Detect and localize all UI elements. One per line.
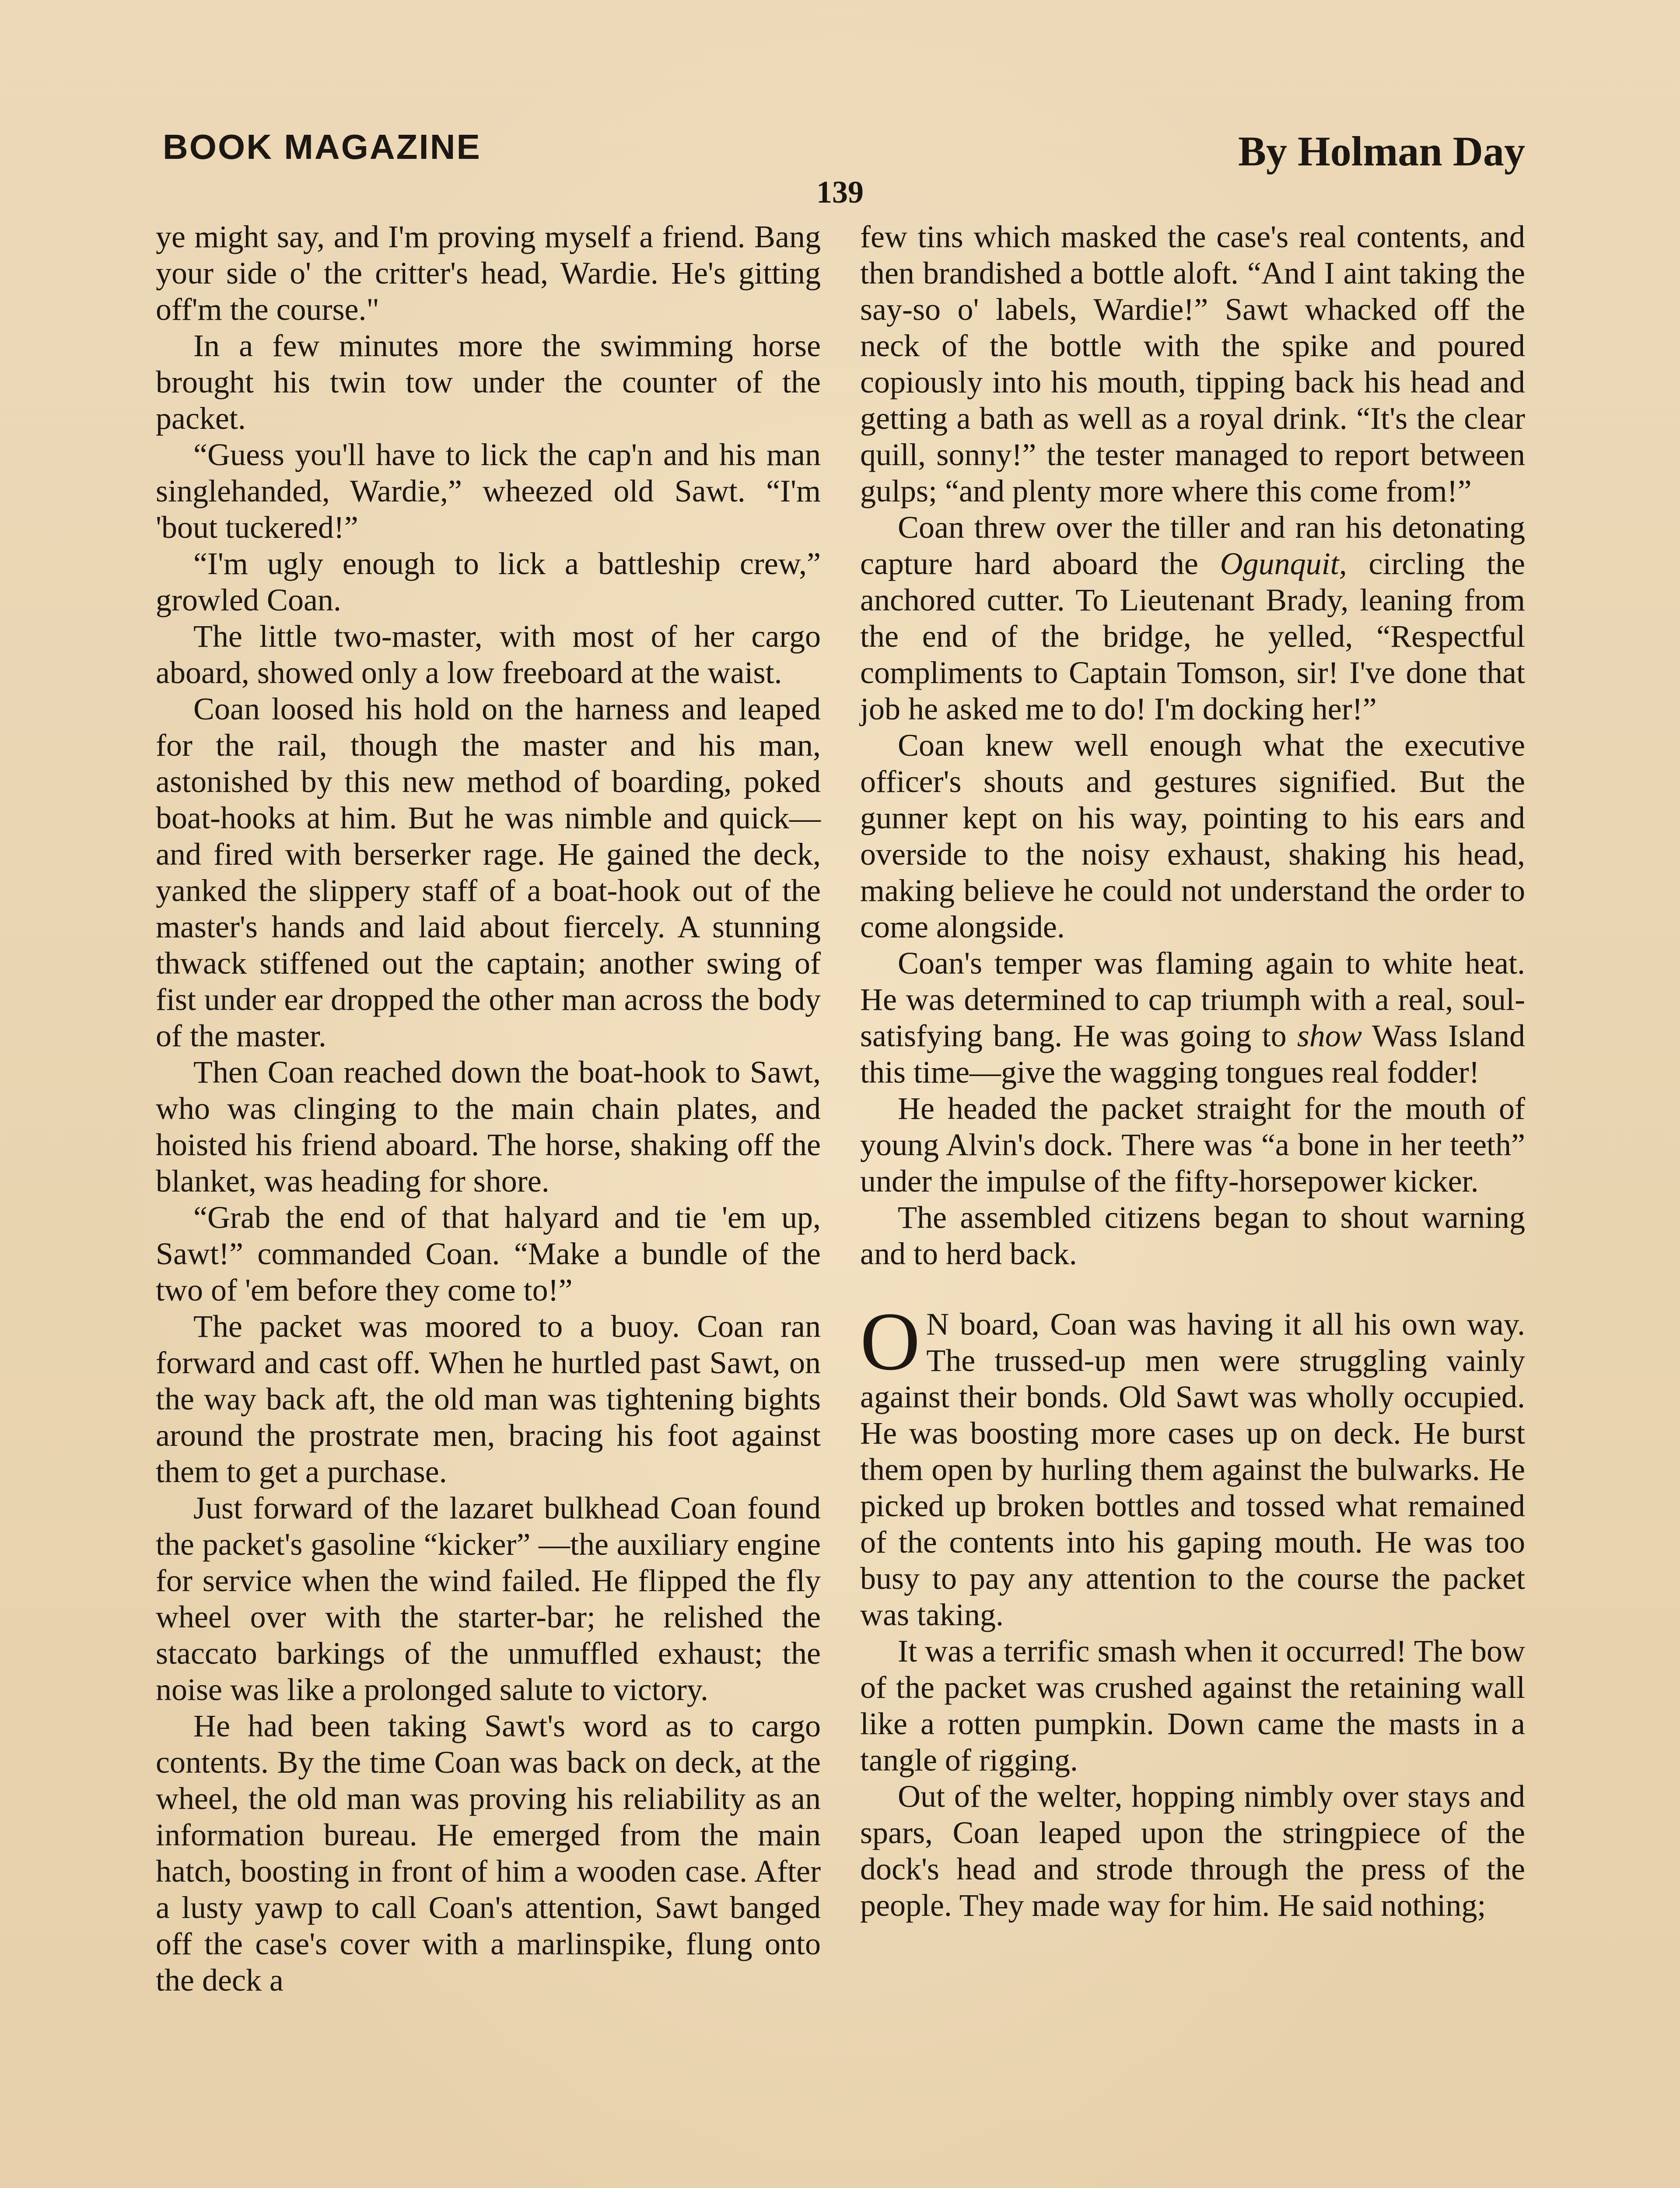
paragraph: Out of the welter, hopping nimbly over stays and spars, Coan leaped upon the stringpiece of the dock's head and strode through the press of the people. They made way for him. He said nothing; bbox=[860, 1779, 1525, 1923]
paragraph: few tins which masked the case's real contents, and then brandished a bottle aloft. “And I aint taking the say-so o' labels, Wardie!” Sawt whacked off the neck of the bottle with the spike and poured copiously into his mouth, tipping back his head and getting a bath as well as a royal drink. “It's the clear quill, sonny!” the tester managed to report between gulps; “and plenty more where this come from!” bbox=[860, 219, 1525, 508]
paragraph: “I'm ugly enough to lick a battleship crew,” growled Coan. bbox=[156, 546, 821, 617]
author-byline: By Holman Day bbox=[1238, 128, 1525, 175]
ship-name: Ogunquit, bbox=[1220, 546, 1347, 581]
paragraph: He headed the packet straight for the mouth of young Alvin's dock. There was “a bone in her teeth” under the impulse of the fifty-horsepower kicker. bbox=[860, 1091, 1525, 1199]
paragraph: In a few minutes more the swimming horse brought his twin tow under the counter of the packet. bbox=[156, 328, 821, 436]
paragraph: He had been taking Sawt's word as to cargo contents. By the time Coan was back on deck, at the wheel, the old man was proving his reliability as an information bureau. He emerged from the main hatch, boosting in front of him a wooden case. After a lusty yawp to call Coan's attention, Sawt banged off the case's cover with a marlinspike, flung onto the deck a bbox=[156, 1708, 821, 1998]
paragraph-text: board, Coan was having it all his own way. The trussed-up men were struggling vainly against their bonds. Old Sawt was wholly occupied. He was boosting more cases up on deck. He burst them open by hurling them against the bulwarks. He picked up broken bottles and tossed what remained of the contents into his gaping mouth. He was too busy to pay any attention to the course the packet was taking. bbox=[860, 1307, 1525, 1632]
paragraph: The packet was moored to a buoy. Coan ran forward and cast off. When he hurtled past Sawt, on the way back aft, the old man was tightening bights around the prostrate men, bracing his foot against them to get a purchase. bbox=[156, 1309, 821, 1489]
left-column bbox=[156, 219, 821, 2188]
paragraph: “Guess you'll have to lick the cap'n and his man singlehanded, Wardie,” wheezed old Sawt. “I'm 'bout tuckered!” bbox=[156, 437, 821, 545]
page-number: 139 bbox=[816, 175, 864, 210]
paragraph: The little two-master, with most of her cargo aboard, showed only a low freeboard at the waist. bbox=[156, 619, 821, 690]
paragraph-text: Wass Island this time—give the wagging tongues real fodder! bbox=[860, 1018, 1526, 1090]
paragraph: ye might say, and I'm proving myself a friend. Bang your side o' the critter's head, Wardie. He's gitting off'm the course." bbox=[156, 219, 821, 327]
paragraph: Coan knew well enough what the executive officer's shouts and gestures signified. But the gunner kept on his way, pointing to his ears and overside to the noisy exhaust, shaking his head, making believe he could not understand the order to come alongside. bbox=[860, 728, 1525, 944]
emphasis: show bbox=[1297, 1018, 1362, 1053]
paragraph bbox=[860, 945, 1525, 1090]
text-columns bbox=[156, 219, 1525, 2188]
paragraph: The assembled citizens began to shout warning and to herd back. bbox=[860, 1200, 1525, 1271]
paragraph-text: Coan's temper was flaming again to white heat. He was determined to cap triumph with a real, soul-satisfying bang. He was going to bbox=[860, 946, 1525, 1053]
paragraph: Coan loosed his hold on the harness and leaped for the rail, though the master and his man, astonished by this new method of boarding, poked boat-hooks at him. But he was nimble and quick—and fired with berserker rage. He gained the deck, yanked the slippery staff of a boat-hook out of the master's hands and laid about fiercely. A stunning thwack stiffened out the captain; another swing of fist under ear dropped the other man across the body of the master. bbox=[156, 691, 821, 1053]
paragraph-text: Coan threw over the tiller and ran his detonating capture hard aboard the bbox=[860, 510, 1525, 581]
right-column bbox=[860, 219, 1525, 2188]
paragraph: Just forward of the lazaret bulkhead Coan found the packet's gasoline “kicker” —the auxiliary engine for service when the wind failed. He flipped the fly wheel over with the starter-bar; he relished the staccato barkings of the unmuffled exhaust; the noise was like a prolonged salute to victory. bbox=[156, 1490, 821, 1707]
paragraph: “Grab the end of that halyard and tie 'em up, Sawt!” commanded Coan. “Make a bundle of the two of 'em before they come to!” bbox=[156, 1200, 821, 1308]
running-header bbox=[163, 127, 1525, 179]
section-opening-paragraph bbox=[860, 1296, 1525, 1633]
paragraph-text: circling the anchored cutter. To Lieutenant Brady, leaning from the end of the bridge, he yelled, “Respectful compliments to Captain Tomson, sir! I've done that job he asked me to do! I'm docking her!” bbox=[860, 546, 1525, 726]
drop-cap: O bbox=[860, 1296, 920, 1388]
paragraph: Then Coan reached down the boat-hook to Sawt, who was clinging to the main chain plates, and hoisted his friend aboard. The horse, shaking off the blanket, was heading for shore. bbox=[156, 1055, 821, 1199]
magazine-title: BOOK MAGAZINE bbox=[163, 127, 481, 166]
paragraph: It was a terrific smash when it occurred! The bow of the packet was crushed against the retaining wall like a rotten pumpkin. Down came the masts in a tangle of rigging. bbox=[860, 1634, 1525, 1778]
paragraph bbox=[860, 509, 1525, 727]
small-caps-word: N bbox=[926, 1307, 949, 1342]
